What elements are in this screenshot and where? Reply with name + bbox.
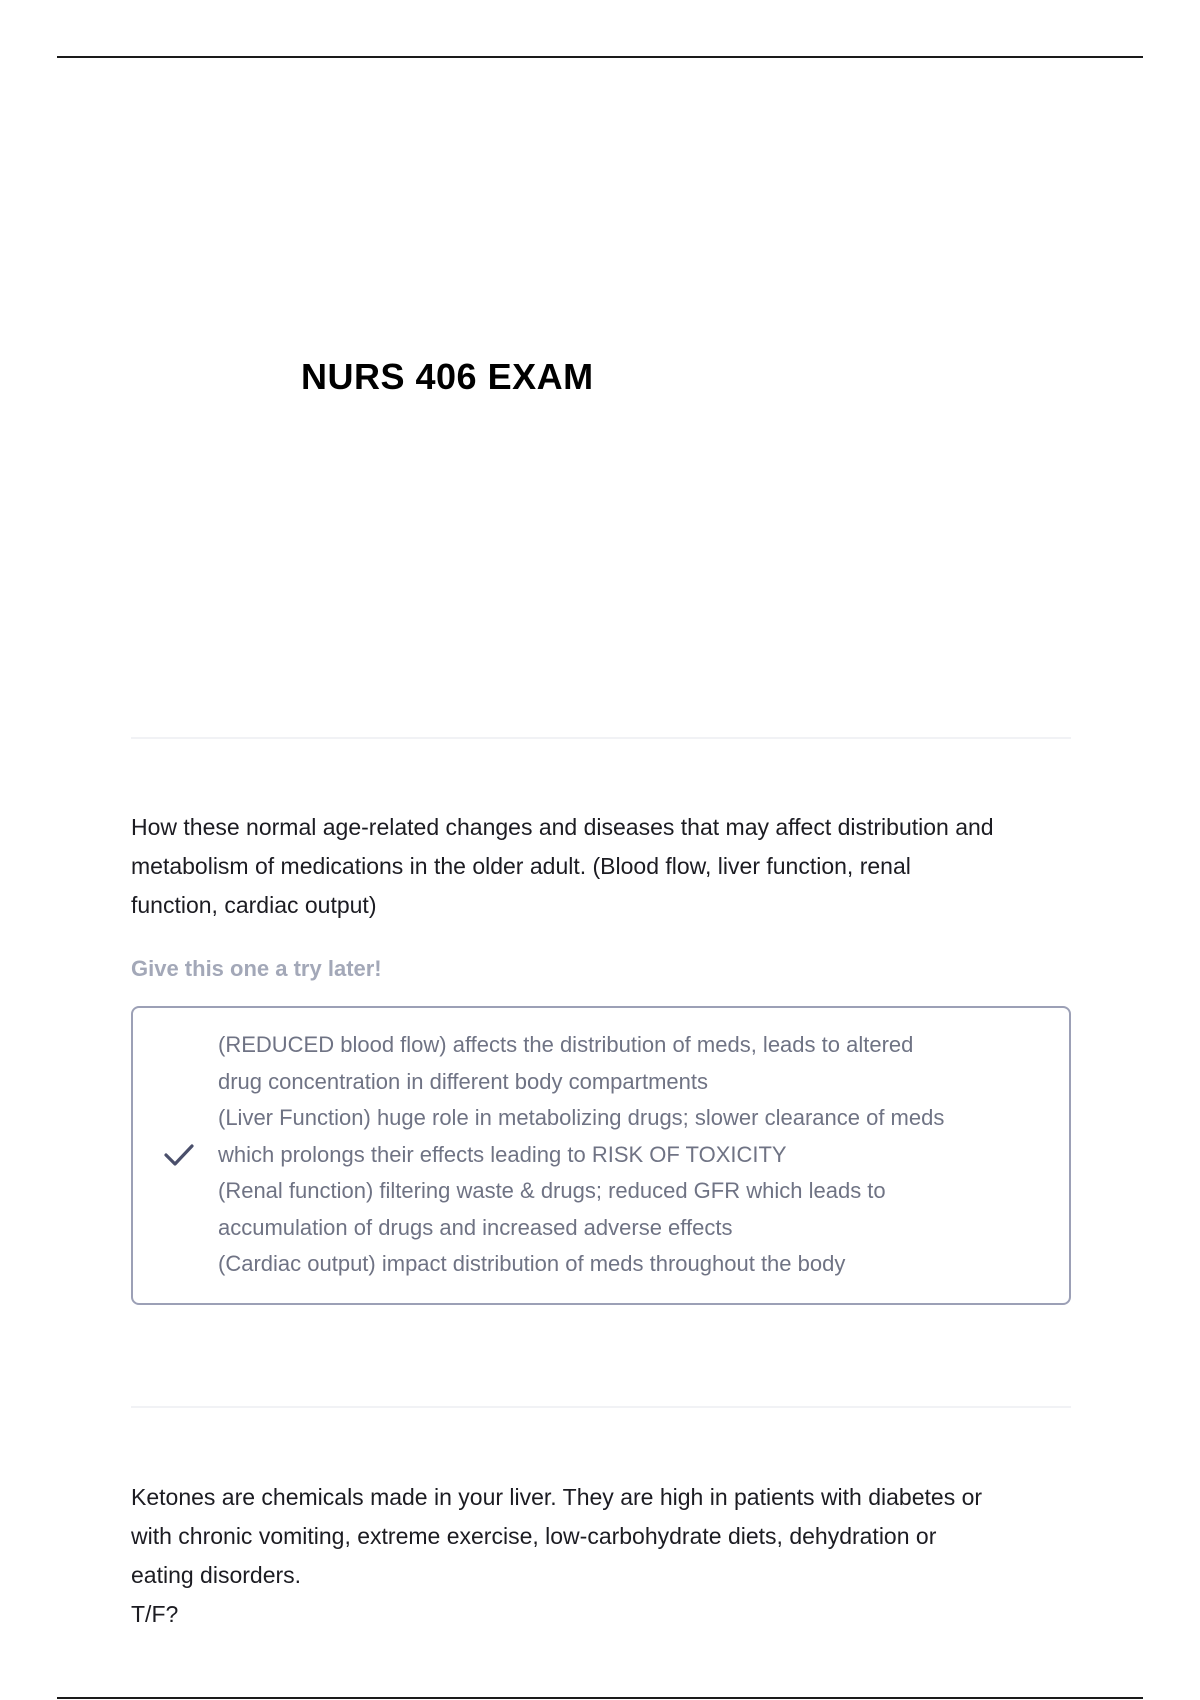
question-text (131, 1478, 1071, 1634)
question-line: with chronic vomiting, extreme exercise, low-carbohydrate diets, dehydration or (131, 1523, 937, 1549)
section-divider (131, 737, 1071, 739)
page-top-rule (57, 56, 1143, 58)
question-line: T/F? (131, 1601, 179, 1627)
question-text (131, 808, 1071, 925)
answer-line: drug concentration in different body compartments (218, 1068, 708, 1094)
answer-line: (REDUCED blood flow) affects the distribution of meds, leads to altered (218, 1032, 914, 1057)
answer-line: which prolongs their effects leading to RISK OF TOXICITY (218, 1141, 787, 1167)
answer-box (131, 1006, 1071, 1305)
question-line: function, cardiac output) (131, 892, 377, 918)
answer-line: (Liver Function) huge role in metabolizing drugs; slower clearance of meds (218, 1105, 945, 1130)
question-line: Ketones are chemicals made in your liver. They are high in patients with diabetes or (131, 1484, 983, 1510)
flashcard (131, 1478, 1071, 1634)
section-divider (131, 1406, 1071, 1408)
flashcard (131, 808, 1071, 1305)
answer-line: accumulation of drugs and increased adverse effects (218, 1214, 733, 1240)
answer-line: (Cardiac output) impact distribution of meds throughout the body (218, 1251, 846, 1276)
question-line: eating disorders. (131, 1562, 302, 1588)
document-title: NURS 406 EXAM (301, 356, 594, 397)
try-later-hint: Give this one a try later! (131, 956, 382, 981)
check-icon (161, 1137, 197, 1173)
question-line: metabolism of medications in the older adult. (Blood flow, liver function, renal (131, 853, 911, 879)
page-bottom-rule (57, 1697, 1143, 1699)
answer-line: (Renal function) filtering waste & drugs; reduced GFR which leads to (218, 1178, 886, 1203)
question-line: How these normal age-related changes and diseases that may affect distribution and (131, 814, 994, 840)
